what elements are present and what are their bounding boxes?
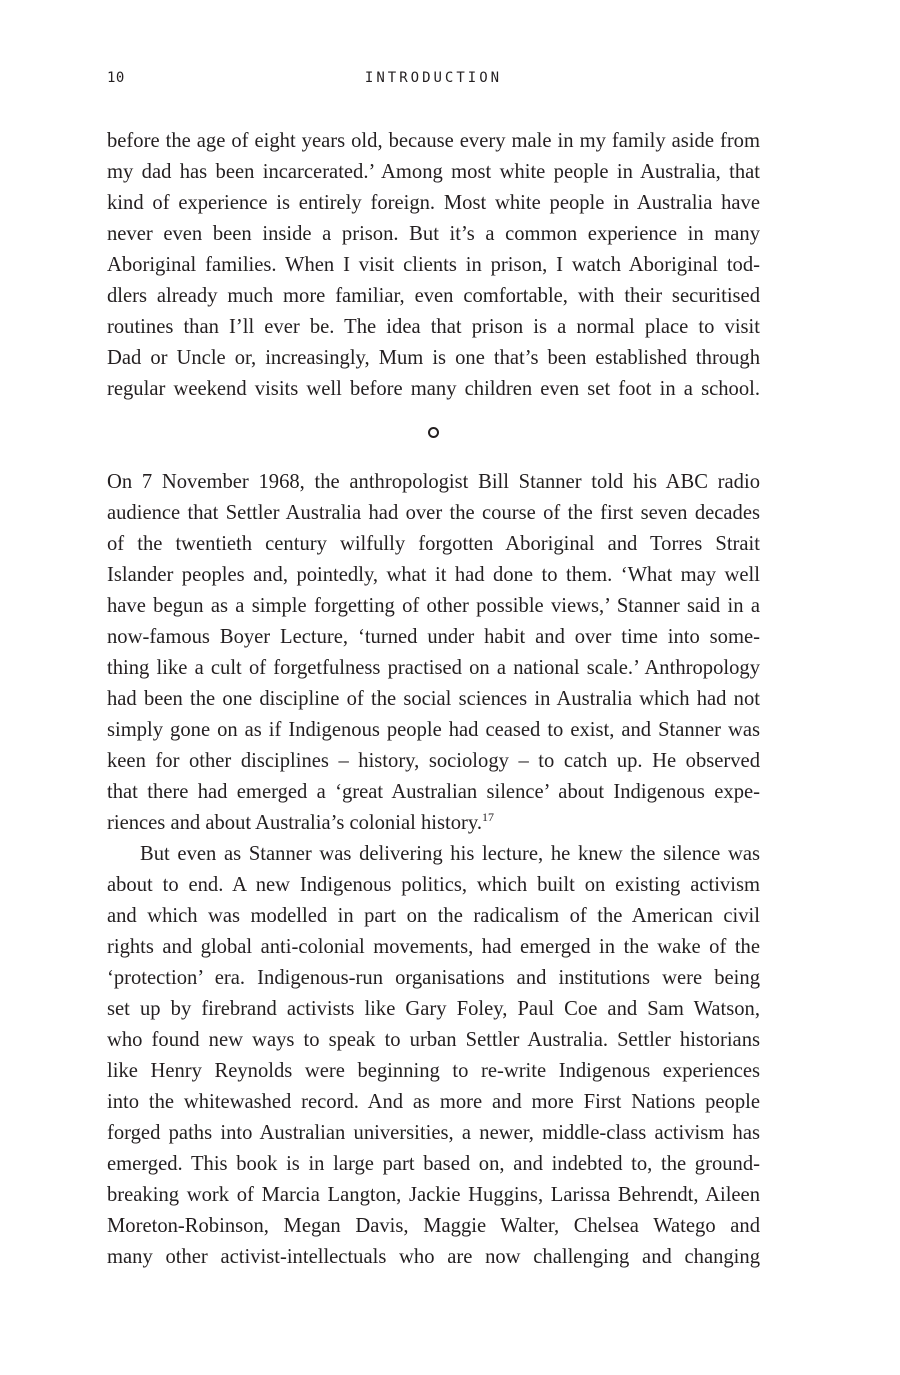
text-line: and which was modelled in part on the radicalism of the American civil: [107, 905, 760, 927]
page-number: 10: [107, 70, 125, 86]
running-head: [107, 66, 760, 90]
text-line: emerged. This book is in large part based on, and indebted to, the ground-: [107, 1153, 760, 1175]
circle-ornament-icon: [428, 427, 439, 438]
body-text: [107, 126, 760, 1273]
text-line: kind of experience is entirely foreign. Most white people in Australia have: [107, 192, 760, 214]
text-line: But even as Stanner was delivering his lecture, he knew the silence was: [140, 843, 760, 865]
text-line: of the twentieth century wilfully forgotten Aboriginal and Torres Strait: [107, 533, 760, 555]
text-line: never even been inside a prison. But it’s a common experience in many: [107, 223, 760, 245]
text-line: On 7 November 1968, the anthropologist Bill Stanner told his ABC radio: [107, 471, 760, 493]
text-line: breaking work of Marcia Langton, Jackie Huggins, Larissa Behrendt, Aileen: [107, 1184, 760, 1206]
text-line-last: [107, 808, 760, 839]
section-break: [107, 405, 760, 467]
text-line: now-famous Boyer Lecture, ‘turned under habit and over time into some-: [107, 626, 760, 648]
text-line: like Henry Reynolds were beginning to re-write Indigenous experiences: [107, 1060, 760, 1082]
text-line: that there had emerged a ‘great Australian silence’ about Indigenous expe-: [107, 781, 760, 803]
text-line: Moreton-Robinson, Megan Davis, Maggie Walter, Chelsea Watego and: [107, 1215, 760, 1237]
last-line-text: riences and about Australia’s colonial history.: [107, 812, 482, 834]
text-line: Aboriginal families. When I visit clients in prison, I watch Aboriginal tod-: [107, 254, 760, 276]
paragraph-3: [107, 839, 760, 1273]
text-line: who found new ways to speak to urban Settler Australia. Settler historians: [107, 1029, 760, 1051]
text-line: had been the one discipline of the social sciences in Australia which had not: [107, 688, 760, 710]
text-line: many other activist-intellectuals who are now challenging and changing: [107, 1246, 760, 1268]
paragraph-2: [107, 467, 760, 839]
text-line: set up by firebrand activists like Gary Foley, Paul Coe and Sam Watson,: [107, 998, 760, 1020]
text-line: before the age of eight years old, because every male in my family aside from: [107, 130, 760, 152]
text-line: routines than I’ll ever be. The idea that prison is a normal place to visit: [107, 316, 760, 338]
text-line: audience that Settler Australia had over the course of the first seven decades: [107, 502, 760, 524]
text-line: keen for other disciplines – history, sociology – to catch up. He observed: [107, 750, 760, 772]
text-line: my dad has been incarcerated.’ Among most white people in Australia, that: [107, 161, 760, 183]
text-line: Islander peoples and, pointedly, what it had done to them. ‘What may well: [107, 564, 760, 586]
text-line: about to end. A new Indigenous politics, which built on existing activism: [107, 874, 760, 896]
chapter-title: INTRODUCTION: [364, 70, 503, 86]
text-line: regular weekend visits well before many children even set foot in a school.: [107, 378, 760, 400]
text-line: thing like a cult of forgetfulness practised on a national scale.’ Anthropology: [107, 657, 760, 679]
text-line: Dad or Uncle or, increasingly, Mum is one that’s been established through: [107, 347, 760, 369]
text-line: ‘protection’ era. Indigenous-run organisations and institutions were being: [107, 967, 760, 989]
text-line: rights and global anti-colonial movements, had emerged in the wake of the: [107, 936, 760, 958]
text-line: dlers already much more familiar, even comfortable, with their securitised: [107, 285, 760, 307]
footnote-reference[interactable]: 17: [481, 810, 494, 824]
paragraph-1: [107, 126, 760, 405]
text-line: into the whitewashed record. And as more and more First Nations people: [107, 1091, 760, 1113]
text-line: have begun as a simple forgetting of other possible views,’ Stanner said in a: [107, 595, 760, 617]
text-line: simply gone on as if Indigenous people had ceased to exist, and Stanner was: [107, 719, 760, 741]
text-line: forged paths into Australian universities, a newer, middle-class activism has: [107, 1122, 760, 1144]
